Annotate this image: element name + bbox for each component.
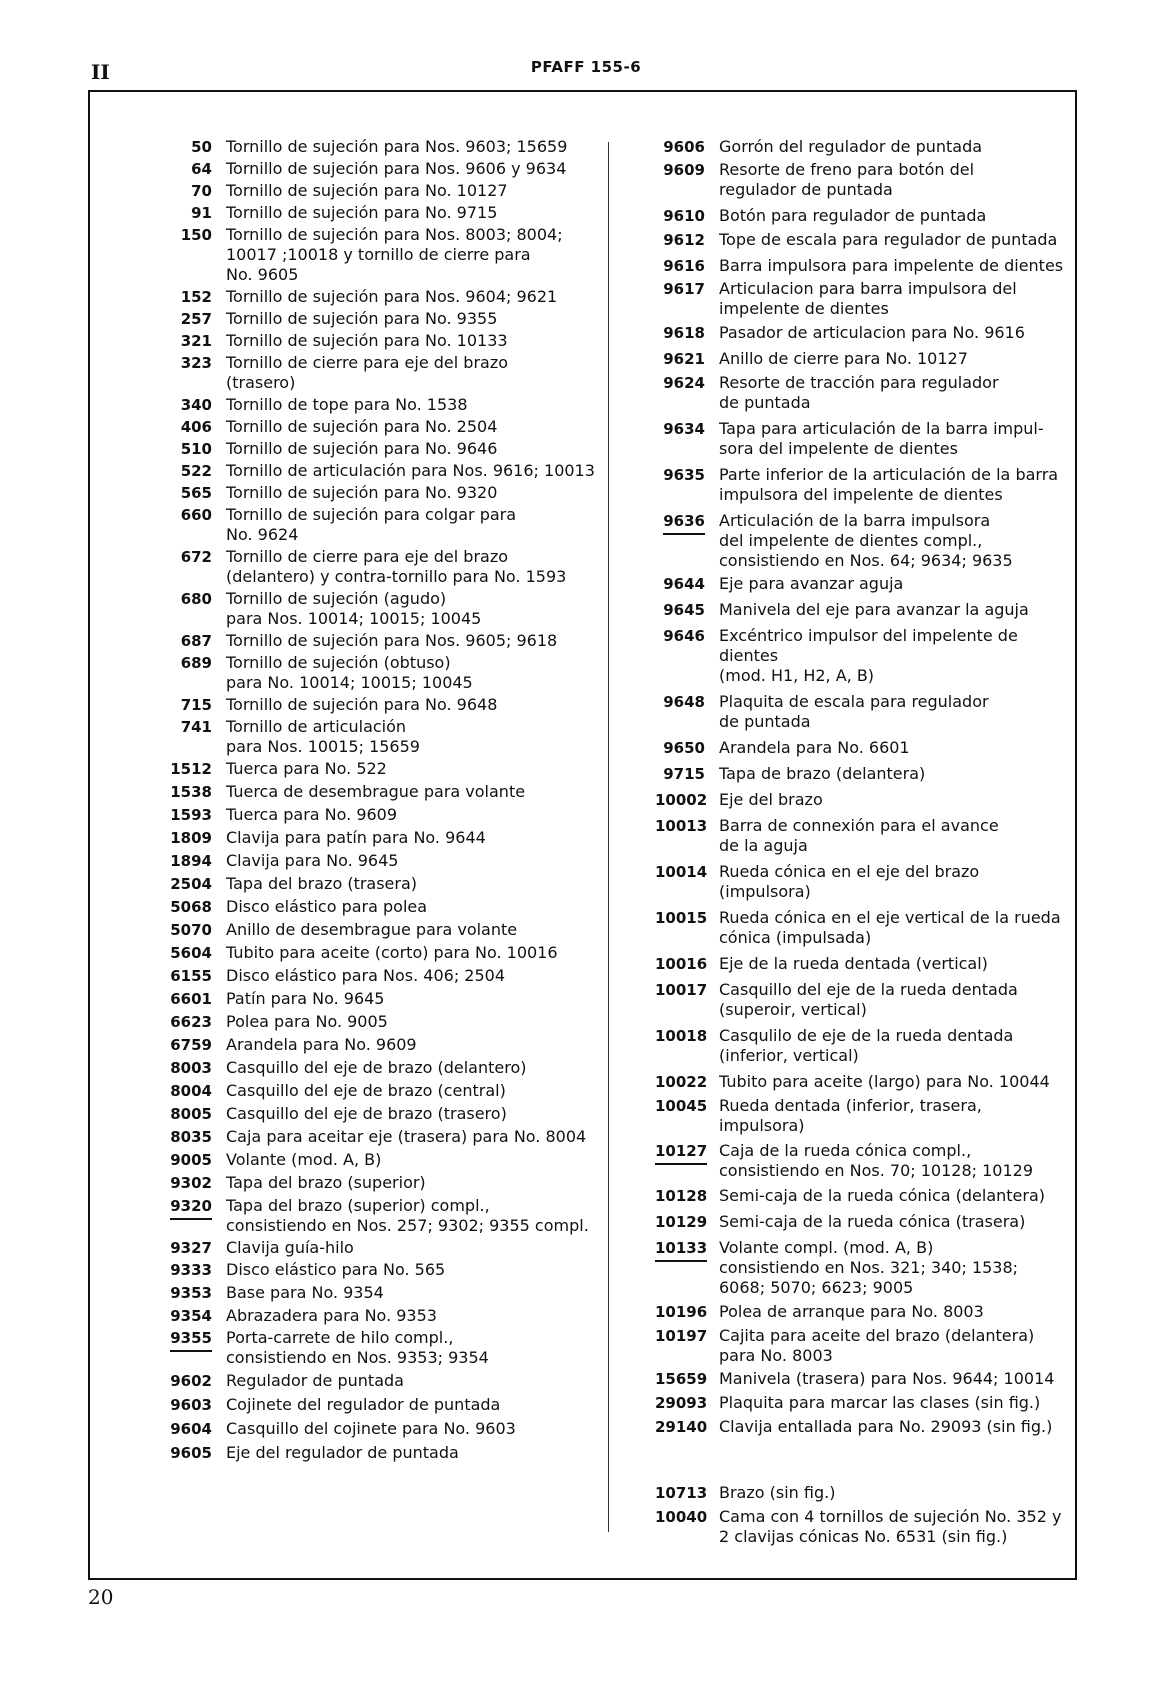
part-row: [170, 417, 600, 437]
part-number: 10128: [655, 1187, 708, 1205]
part-number: 9636: [655, 511, 719, 571]
part-row: [170, 1238, 600, 1258]
part-row: [655, 1393, 1070, 1413]
part-description: Resorte de freno para botón del regulador de puntada: [719, 160, 975, 199]
part-description: Arandela para No. 6601: [719, 738, 910, 757]
part-description: Tuerca de desembrague para volante: [226, 782, 526, 801]
part-number: 5604: [170, 944, 212, 962]
part-number: 10129: [655, 1213, 708, 1231]
part-row: [170, 203, 600, 223]
part-description: Casquillo del eje de brazo (trasero): [226, 1104, 507, 1123]
part-number: 9609: [663, 161, 705, 179]
part-description: Polea de arranque para No. 8003: [719, 1302, 984, 1321]
part-row: [170, 805, 600, 825]
part-number: 257: [180, 310, 212, 328]
part-row: [655, 1417, 1070, 1437]
part-number: 565: [180, 484, 212, 502]
part-number: 687: [180, 632, 212, 650]
part-row: [170, 1150, 600, 1170]
part-number: 660: [180, 506, 212, 524]
part-row: [655, 600, 1070, 620]
part-row: [655, 206, 1070, 226]
part-number: 1512: [170, 760, 212, 778]
part-row: [170, 1443, 600, 1463]
part-description: Cajita para aceite del brazo (delantera) para No. 8003: [719, 1326, 1035, 1365]
part-number: 29093: [655, 1394, 708, 1412]
part-number: 9327: [170, 1239, 212, 1257]
part-number: 10002: [655, 791, 708, 809]
part-number: 741: [180, 718, 212, 736]
part-number: 10713: [655, 1484, 708, 1502]
part-row: [170, 717, 600, 757]
part-number: 10197: [655, 1327, 708, 1345]
part-description: Base para No. 9354: [226, 1283, 384, 1302]
part-description: Tornillo de articulación para Nos. 9616; 10013: [226, 461, 595, 480]
part-number: 9624: [663, 374, 705, 392]
part-row: [170, 505, 600, 545]
part-number: 5070: [170, 921, 212, 939]
part-description: Rueda cónica en el eje del brazo (impulsora): [719, 862, 980, 901]
part-number: 10016: [655, 955, 708, 973]
column-divider: [608, 142, 609, 1532]
part-number: 9646: [663, 627, 705, 645]
part-number: 1593: [170, 806, 212, 824]
part-row: [655, 1141, 1070, 1181]
part-description: Eje de la rueda dentada (vertical): [719, 954, 988, 973]
part-number: 9606: [663, 138, 705, 156]
part-row: [170, 1173, 600, 1193]
part-row: [655, 1483, 1070, 1503]
part-number: 510: [180, 440, 212, 458]
part-description: Abrazadera para No. 9353: [226, 1306, 437, 1325]
part-row: [170, 828, 600, 848]
part-description: Rueda dentada (inferior, trasera, impulsora): [719, 1096, 982, 1135]
part-number: 9616: [663, 257, 705, 275]
part-row: [170, 874, 600, 894]
part-row: [170, 759, 600, 779]
part-row: [170, 897, 600, 917]
part-description: Arandela para No. 9609: [226, 1035, 417, 1054]
part-number: 10022: [655, 1073, 708, 1091]
part-row: [170, 1127, 600, 1147]
part-description: Tornillo de sujeción para colgar para No. 9624: [226, 505, 517, 544]
part-description: Tornillo de sujeción para No. 9648: [226, 695, 498, 714]
part-description: Tope de escala para regulador de puntada: [719, 230, 1058, 249]
part-row: [170, 1419, 600, 1439]
part-number: 9355: [170, 1328, 226, 1368]
part-row: [170, 287, 600, 307]
part-description: Articulación de la barra impulsora del impelente de dientes compl., consistiendo en Nos. 64; 9634; 9635: [719, 511, 1013, 570]
part-row: [655, 1326, 1070, 1366]
part-description: Tapa para articulación de la barra impul- sora del impelente de dientes: [719, 419, 1044, 458]
part-number: 10045: [655, 1097, 708, 1115]
part-row: [170, 782, 600, 802]
part-description: Manivela (trasera) para Nos. 9644; 10014: [719, 1369, 1055, 1388]
part-row: [655, 256, 1070, 276]
part-number: 9634: [663, 420, 705, 438]
section-number: II: [91, 60, 110, 84]
part-description: Regulador de puntada: [226, 1371, 404, 1390]
part-number: 340: [180, 396, 212, 414]
part-row: [655, 1302, 1070, 1322]
part-number: 672: [180, 548, 212, 566]
part-description: Casquillo del eje de brazo (central): [226, 1081, 506, 1100]
part-description: Clavija entallada para No. 29093 (sin fig.): [719, 1417, 1053, 1436]
part-number: 9605: [170, 1444, 212, 1462]
part-row: [170, 653, 600, 693]
part-number: 6759: [170, 1036, 212, 1054]
part-row: [170, 1012, 600, 1032]
part-row: [655, 323, 1070, 343]
part-row: [655, 816, 1070, 856]
part-row: [655, 1096, 1070, 1136]
part-description: Tornillo de sujeción para Nos. 9603; 15659: [226, 137, 568, 156]
part-description: Excéntrico impulsor del impelente de dientes (mod. H1, H2, A, B): [719, 626, 1018, 685]
part-number: 6623: [170, 1013, 212, 1031]
part-row: [170, 1395, 600, 1415]
part-number: 9621: [663, 350, 705, 368]
part-row: [655, 349, 1070, 369]
part-description: Porta-carrete de hilo compl., consistiendo en Nos. 9353; 9354: [226, 1328, 489, 1367]
part-row: [170, 920, 600, 940]
part-description: Volante compl. (mod. A, B) consistiendo en Nos. 321; 340; 1538; 6068; 5070; 6623; 9005: [719, 1238, 1019, 1297]
part-row: [655, 1186, 1070, 1206]
part-number: 29140: [655, 1418, 708, 1436]
part-number: 9618: [663, 324, 705, 342]
part-description: Tornillo de sujeción para No. 2504: [226, 417, 498, 436]
part-number: 2504: [170, 875, 212, 893]
part-description: Polea para No. 9005: [226, 1012, 388, 1031]
part-row: [170, 331, 600, 351]
part-row: [170, 631, 600, 651]
part-description: Gorrón del regulador de puntada: [719, 137, 983, 156]
parts-list-right: [655, 135, 1070, 1547]
part-number: 9612: [663, 231, 705, 249]
part-number: 6155: [170, 967, 212, 985]
part-description: Tornillo de cierre para eje del brazo (delantero) y contra-tornillo para No. 1593: [226, 547, 567, 586]
page-title: PFAFF 155-6: [530, 58, 642, 76]
part-number: 9644: [663, 575, 705, 593]
part-description: Tornillo de sujeción para No. 9320: [226, 483, 498, 502]
part-description: Tornillo de sujeción (agudo) para Nos. 10014; 10015; 10045: [226, 589, 482, 628]
part-row: [655, 908, 1070, 948]
part-number: 10014: [655, 863, 708, 881]
part-row: [170, 1035, 600, 1055]
part-number: 8003: [170, 1059, 212, 1077]
parts-list-left: [170, 135, 600, 1463]
part-row: [655, 1072, 1070, 1092]
part-row: [655, 1369, 1070, 1389]
part-number: 152: [180, 288, 212, 306]
part-row: [655, 574, 1070, 594]
part-row: [655, 954, 1070, 974]
part-row: [655, 790, 1070, 810]
part-description: Eje para avanzar aguja: [719, 574, 904, 593]
part-number: 321: [180, 332, 212, 350]
part-description: Disco elástico para No. 565: [226, 1260, 446, 1279]
part-row: [170, 353, 600, 393]
part-description: Disco elástico para Nos. 406; 2504: [226, 966, 506, 985]
part-number: 10017: [655, 981, 708, 999]
part-description: Cojinete del regulador de puntada: [226, 1395, 501, 1414]
part-description: Tuerca para No. 9609: [226, 805, 398, 824]
part-row: [170, 589, 600, 629]
part-description: Patín para No. 9645: [226, 989, 385, 1008]
part-number: 150: [180, 226, 212, 244]
part-description: Volante (mod. A, B): [226, 1150, 382, 1169]
part-number: 9603: [170, 1396, 212, 1414]
part-row: [170, 1260, 600, 1280]
part-number: 8005: [170, 1105, 212, 1123]
part-row: [170, 309, 600, 329]
part-description: Caja para aceitar eje (trasera) para No. 8004: [226, 1127, 587, 1146]
part-row: [170, 483, 600, 503]
part-description: Tornillo de sujeción para No. 9715: [226, 203, 498, 222]
part-description: Tornillo de sujeción para No. 10127: [226, 181, 508, 200]
part-number: 9715: [663, 765, 705, 783]
part-row: [655, 692, 1070, 732]
part-description: Articulacion para barra impulsora del impelente de dientes: [719, 279, 1017, 318]
part-number: 91: [191, 204, 212, 222]
part-number: 9005: [170, 1151, 212, 1169]
part-description: Anillo de desembrague para volante: [226, 920, 518, 939]
part-row: [170, 395, 600, 415]
part-number: 10196: [655, 1303, 708, 1321]
part-description: Tornillo de sujeción para No. 9355: [226, 309, 498, 328]
part-description: Plaquita de escala para regulador de puntada: [719, 692, 989, 731]
part-row: [170, 181, 600, 201]
part-description: Brazo (sin fig.): [719, 1483, 836, 1502]
part-number: 9320: [170, 1196, 226, 1236]
part-number: 9354: [170, 1307, 212, 1325]
part-row: [170, 1081, 600, 1101]
part-number: 8035: [170, 1128, 212, 1146]
part-row: [170, 225, 600, 285]
part-description: Tornillo de sujeción para No. 9646: [226, 439, 498, 458]
part-description: Parte inferior de la articulación de la barra impulsora del impelente de dientes: [719, 465, 1059, 504]
part-description: Plaquita para marcar las clases (sin fig.): [719, 1393, 1041, 1412]
part-description: Rueda cónica en el eje vertical de la rueda cónica (impulsada): [719, 908, 1061, 947]
part-description: Casquillo del eje de brazo (delantero): [226, 1058, 527, 1077]
part-row: [170, 137, 600, 157]
part-description: Casqulilo de eje de la rueda dentada (inferior, vertical): [719, 1026, 1014, 1065]
part-row: [655, 230, 1070, 250]
part-description: Tornillo de sujeción para Nos. 9604; 9621: [226, 287, 558, 306]
part-number: 64: [191, 160, 212, 178]
part-description: Tuerca para No. 522: [226, 759, 387, 778]
part-row: [655, 1238, 1070, 1298]
part-number: 323: [180, 354, 212, 372]
part-number: 10013: [655, 817, 708, 835]
part-description: Eje del brazo: [719, 790, 823, 809]
part-number: 9333: [170, 1261, 212, 1279]
part-number: 9602: [170, 1372, 212, 1390]
part-row: [655, 511, 1070, 571]
part-row: [170, 547, 600, 587]
part-row: [170, 1104, 600, 1124]
part-description: Anillo de cierre para No. 10127: [719, 349, 968, 368]
part-number: 9617: [663, 280, 705, 298]
part-number: 9650: [663, 739, 705, 757]
part-number: 5068: [170, 898, 212, 916]
part-description: Caja de la rueda cónica compl., consistiendo en Nos. 70; 10128; 10129: [719, 1141, 1034, 1180]
part-description: Tornillo de sujeción para No. 10133: [226, 331, 508, 350]
part-number: 50: [191, 138, 212, 156]
part-description: Tapa del brazo (superior): [226, 1173, 426, 1192]
part-number: 689: [180, 654, 212, 672]
part-description: Tapa del brazo (superior) compl., consistiendo en Nos. 257; 9302; 9355 compl.: [226, 1196, 589, 1235]
part-row: [170, 1196, 600, 1236]
part-number: 10133: [655, 1238, 719, 1298]
part-number: 10040: [655, 1508, 708, 1526]
part-row: [170, 943, 600, 963]
part-row: [655, 1026, 1070, 1066]
part-number: 1809: [170, 829, 212, 847]
part-description: Tubito para aceite (corto) para No. 10016: [226, 943, 558, 962]
part-row: [655, 137, 1070, 157]
part-number: 10127: [655, 1141, 719, 1181]
part-description: Tornillo de cierre para eje del brazo (trasero): [226, 353, 509, 392]
part-row: [170, 1058, 600, 1078]
part-description: Tornillo de sujeción para Nos. 8003; 8004; 10017 ;10018 y tornillo de cierre para No. 9605: [226, 225, 563, 284]
part-description: Tubito para aceite (largo) para No. 10044: [719, 1072, 1050, 1091]
part-description: Clavija para No. 9645: [226, 851, 399, 870]
part-row: [655, 738, 1070, 758]
part-row: [655, 626, 1070, 686]
part-description: Tornillo de sujeción (obtuso) para No. 10014; 10015; 10045: [226, 653, 473, 692]
part-description: Casquillo del eje de la rueda dentada (superoir, vertical): [719, 980, 1018, 1019]
part-row: [170, 1371, 600, 1391]
part-number: 9610: [663, 207, 705, 225]
part-description: Botón para regulador de puntada: [719, 206, 987, 225]
part-number: 70: [191, 182, 212, 200]
part-description: Barra impulsora para impelente de dientes: [719, 256, 1064, 275]
part-row: [170, 1306, 600, 1326]
part-row: [655, 862, 1070, 902]
part-description: Tornillo de articulación para Nos. 10015; 15659: [226, 717, 420, 756]
part-description: Manivela del eje para avanzar la aguja: [719, 600, 1029, 619]
part-description: Disco elástico para polea: [226, 897, 428, 916]
part-number: 6601: [170, 990, 212, 1008]
part-number: 1538: [170, 783, 212, 801]
part-number: 1894: [170, 852, 212, 870]
part-description: Cama con 4 tornillos de sujeción No. 352 y 2 clavijas cónicas No. 6531 (sin fig.): [719, 1507, 1062, 1546]
part-row: [655, 160, 1070, 200]
part-number: 8004: [170, 1082, 212, 1100]
part-number: 9302: [170, 1174, 212, 1192]
part-description: Resorte de tracción para regulador de puntada: [719, 373, 999, 412]
part-number: 10015: [655, 909, 708, 927]
part-description: Casquillo del cojinete para No. 9603: [226, 1419, 516, 1438]
page-number: 20: [88, 1585, 114, 1609]
part-number: 15659: [655, 1370, 708, 1388]
part-number: 406: [180, 418, 212, 436]
part-row: [655, 279, 1070, 319]
part-description: Tapa del brazo (trasera): [226, 874, 418, 893]
part-description: Barra de connexión para el avance de la aguja: [719, 816, 999, 855]
part-row: [170, 966, 600, 986]
part-row: [655, 373, 1070, 413]
part-number: 715: [180, 696, 212, 714]
part-description: Tornillo de sujeción para Nos. 9605; 9618: [226, 631, 558, 650]
part-row: [170, 695, 600, 715]
part-number: 9604: [170, 1420, 212, 1438]
part-description: Tornillo de sujeción para Nos. 9606 y 9634: [226, 159, 567, 178]
part-row: [655, 1212, 1070, 1232]
part-row: [655, 419, 1070, 459]
part-row: [655, 465, 1070, 505]
part-number: 9645: [663, 601, 705, 619]
part-number: 9648: [663, 693, 705, 711]
part-description: Semi-caja de la rueda cónica (trasera): [719, 1212, 1026, 1231]
part-description: Clavija para patín para No. 9644: [226, 828, 486, 847]
part-row: [655, 980, 1070, 1020]
part-row: [170, 851, 600, 871]
part-description: Eje del regulador de puntada: [226, 1443, 459, 1462]
part-row: [170, 461, 600, 481]
part-description: Tapa de brazo (delantera): [719, 764, 926, 783]
part-row: [655, 764, 1070, 784]
part-description: Semi-caja de la rueda cónica (delantera): [719, 1186, 1046, 1205]
part-description: Clavija guía-hilo: [226, 1238, 354, 1257]
part-number: 10018: [655, 1027, 708, 1045]
part-number: 522: [180, 462, 212, 480]
part-number: 9353: [170, 1284, 212, 1302]
part-row: [170, 1328, 600, 1368]
part-number: 680: [180, 590, 212, 608]
part-description: Tornillo de tope para No. 1538: [226, 395, 468, 414]
part-row: [170, 439, 600, 459]
part-row: [170, 1283, 600, 1303]
part-row: [170, 989, 600, 1009]
part-number: 9635: [663, 466, 705, 484]
part-row: [170, 159, 600, 179]
part-description: Pasador de articulacion para No. 9616: [719, 323, 1025, 342]
part-row: [655, 1507, 1070, 1547]
